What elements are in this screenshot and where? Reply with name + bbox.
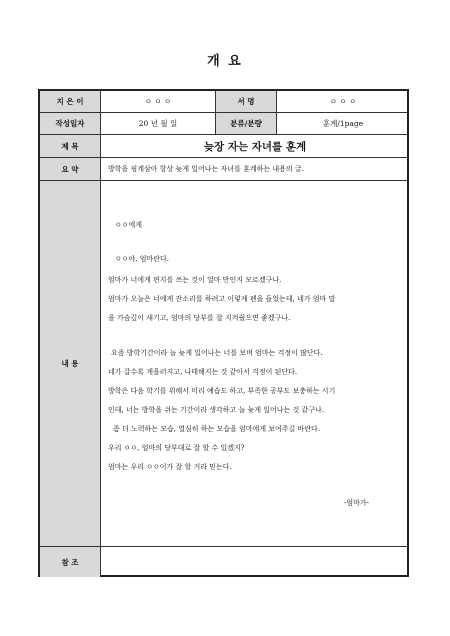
date-row (40, 113, 407, 135)
letter-body (101, 181, 409, 546)
content-row (40, 181, 407, 547)
name-value: ㅇ ㅇ ㅇ (329, 97, 357, 106)
letter-line: 엄마가 너에게 편지를 쓰는 것이 얼마 만인지 모르겠구나. (108, 276, 282, 284)
page-title: 개 요 (207, 54, 243, 69)
category-value: 훈계/1page (322, 119, 364, 128)
letter-line: 요즘 방학기간이라 늘 늦게 일어나는 너를 보며 엄마는 걱정이 많단다. (111, 349, 323, 357)
summary-row (40, 158, 407, 181)
category-label: 분류/분량 (216, 113, 277, 134)
name-label: 서 명 (216, 91, 277, 112)
letter-signature: -엄마가- (343, 499, 369, 507)
author-value: ㅇ ㅇ ㅇ (101, 91, 216, 112)
letter-line: 방학은 다음 학기를 위해서 미리 예습도 하고, 부족한 공부도 보충하는 시기 (108, 387, 336, 395)
author-label: 지 은 이 (40, 91, 101, 112)
subject-label: 제 목 (40, 135, 101, 157)
form-table (38, 89, 409, 577)
summary-label: 요 약 (40, 158, 101, 180)
reference-label: 참 조 (40, 547, 101, 577)
date-value: 20 년 월 일 (101, 113, 216, 134)
date-label: 작성일자 (40, 113, 101, 134)
summary-value: 방학을 핑계삼아 항상 늦게 일어나는 자녀를 훈계하는 내용의 글. (108, 165, 304, 173)
letter-line: 엄마는 우리 ㅇㅇ이가 잘 할 거라 믿는다. (108, 463, 232, 471)
subject-row (40, 135, 407, 158)
reference-row (40, 547, 407, 577)
letter-greeting: ㅇㅇ에게 (115, 221, 143, 229)
author-row (40, 91, 407, 113)
letter-line: 네가 갈수록 게을러지고, 나태해지는 것 같아서 걱정이 된단다. (108, 368, 298, 376)
letter-line: 을 가슴깊이 새기고, 엄마의 당부를 잘 지켜줬으면 좋겠구나. (108, 314, 291, 322)
subject-value: 늦장 자는 자녀를 훈계 (203, 140, 307, 153)
letter-line: 우리 ㅇㅇ, 엄마의 당부대로 잘 할 수 있겠지? (108, 444, 245, 452)
reference-value (101, 547, 409, 577)
letter-line: 좀 더 노력하는 모습, 열심히 하는 모습을 엄마에게 보여주길 바란다. (113, 425, 321, 433)
letter-line: 엄마가 오늘은 너에게 잔소리를 하려고 이렇게 펜을 들었는데, 네가 엄마 말 (108, 295, 336, 303)
letter-line: 인데, 너는 방학을 쉬는 기간이라 생각하고 늘 늦게 일어나는 것 같구나. (108, 406, 325, 414)
content-label: 내 용 (40, 181, 101, 546)
letter-line: ㅇㅇ야, 엄마란다. (115, 255, 170, 263)
